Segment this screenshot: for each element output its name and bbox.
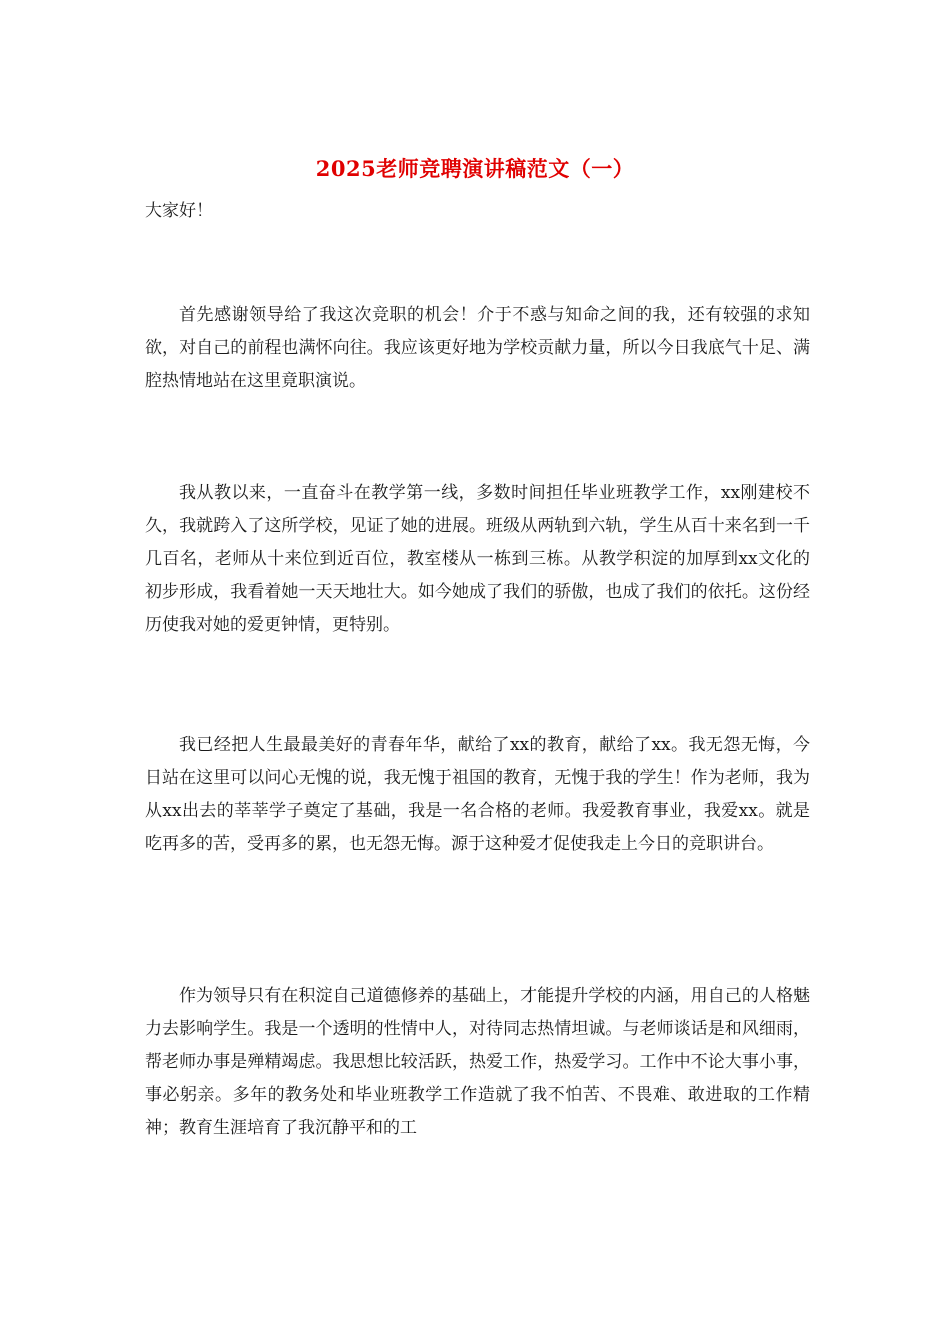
paragraph-2: 我从教以来，一直奋斗在教学第一线，多数时间担任毕业班教学工作，xx刚建校不久，我就跨入了这所学校，见证了她的进展。班级从两轨到六轨，学生从百十来名到一千几百名，老师从十来位到近百位，教室楼从一栋到三栋。从教学积淀的加厚到xx文化的初步形成，我看着她一天天地壮大。如今她成了我们的骄傲，也成了我们的依托。这份经历使我对她的爱更钟情，更特别。	[145, 483, 810, 635]
document-title: 2025老师竞聘演讲稿范文（一）	[315, 156, 635, 181]
paragraph-1: 首先感谢领导给了我这次竞职的机会！介于不惑与知命之间的我，还有较强的求知欲，对自己的前程也满怀向往。我应该更好地为学校贡献力量，所以今日我底气十足、满腔热情地站在这里竟职演说。	[145, 305, 810, 391]
paragraph-3: 我已经把人生最最美好的青春年华，献给了xx的教育，献给了xx。我无怨无悔，今日站在这里可以问心无愧的说，我无愧于祖国的教育，无愧于我的学生！作为老师，我为从xx出去的莘莘学子奠定了基础，我是一名合格的老师。我爱教育事业，我爱xx。就是吃再多的苦，受再多的累，也无怨无悔。源于这种爱才促使我走上今日的竞职讲台。	[145, 735, 810, 854]
paragraph-4: 作为领导只有在积淀自己道德修养的基础上，才能提升学校的内涵，用自己的人格魅力去影响学生。我是一个透明的性情中人，对待同志热情坦诚。与老师谈话是和风细雨，帮老师办事是殚精竭虑。我思想比较活跃，热爱工作，热爱学习。工作中不论大事小事，事必躬亲。多年的教务处和毕业班教学工作造就了我不怕苦、不畏难、敢进取的工作精神；教育生涯培育了我沉静平和的工	[145, 986, 810, 1138]
greeting-text: 大家好！	[145, 201, 213, 221]
